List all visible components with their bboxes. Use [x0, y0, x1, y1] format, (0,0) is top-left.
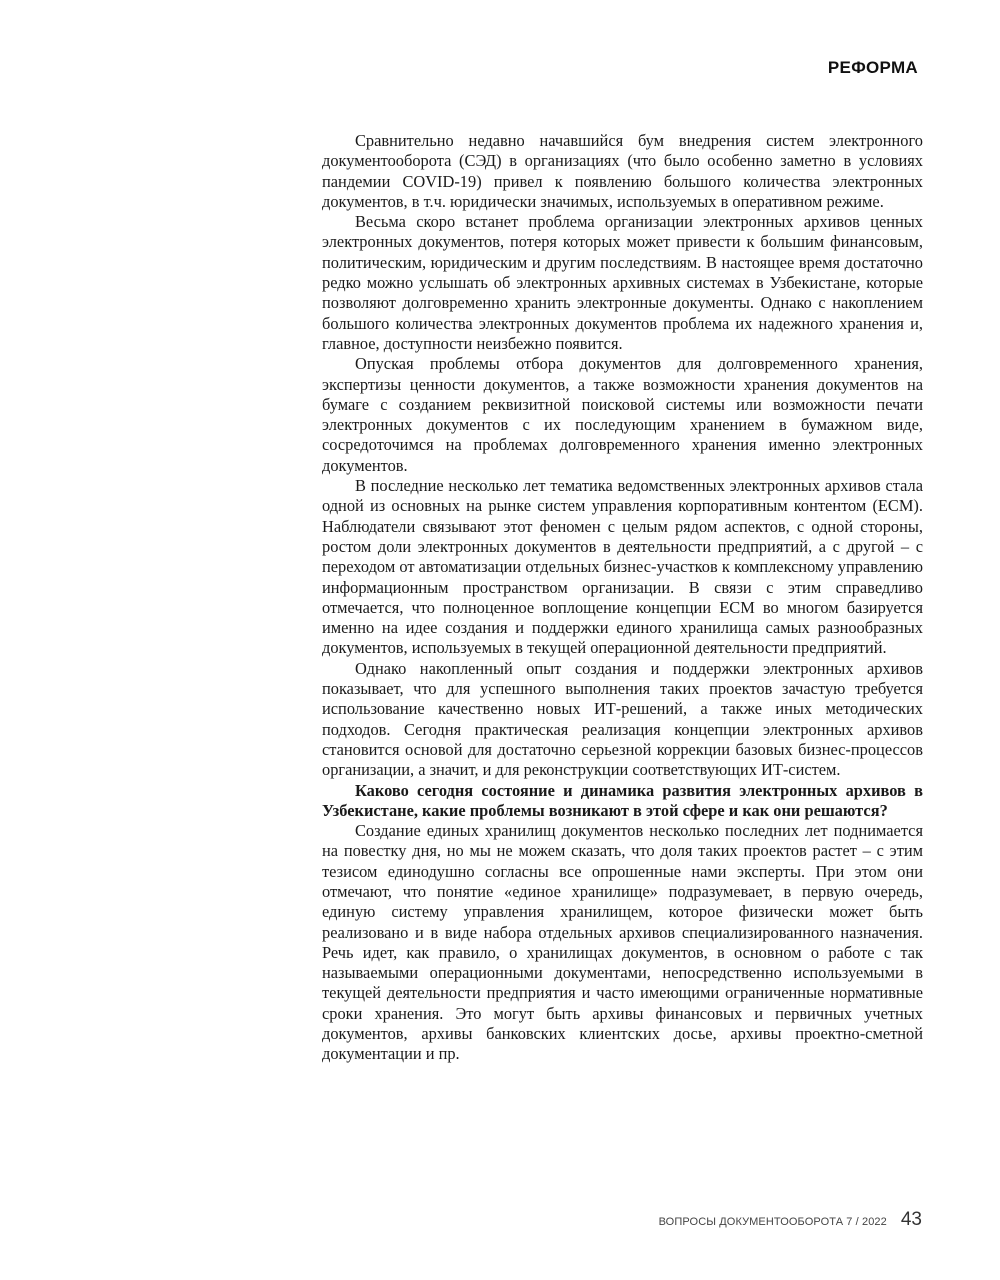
page-footer [659, 1209, 922, 1231]
interview-question: Каково сегодня состояние и динамика развития электронных архивов в Узбекистане, какие проблемы возникают в этой сфере и как они решаются? [322, 780, 923, 820]
paragraph: Создание единых хранилищ документов несколько последних лет поднимается на повестку дня, но мы не можем сказать, что доля таких проектов растет – с этим тезисом единодушно согласны все опрошенные нами эксперты. При этом они отмечают, что понятие «единое хранилище» подразумевает, в первую очередь, единую систему управления хранилищем, которое физически может быть реализовано и в виде набора отдельных архивов специализированного назначения. Речь идет, как правило, о хранилищах документов, в основном о работе с так называемыми операционными документами, непосредственно используемыми в текущей деятельности предприятия и часто имеющими ограниченные нормативные сроки хранения. Это могут быть архивы финансовых и первичных учетных документов, архивы банковских клиентских досье, архивы проектно-сметной документации и пр. [322, 821, 923, 1064]
paragraph: Весьма скоро встанет проблема организации электронных архивов ценных электронных документов, потеря которых может привести к большим финансовым, политическим, юридическим и другим последствиям. В настоящее время достаточно редко можно услышать об электронных архивных системах в Узбекистане, которые позволяют долговременно хранить электронные документы. Однако с накоплением большого количества электронных документов проблема их надежного хранения и, главное, доступности неизбежно появится. [322, 212, 923, 353]
paragraph: В последние несколько лет тематика ведомственных электронных архивов стала одной из основных на рынке систем управления корпоративным контентом (ECM). Наблюдатели связывают этот феномен с целым рядом аспектов, с одной стороны, ростом доли электронных документов в деятельности предприятий, а с другой – с переходом от автоматизации отдельных бизнес-участков к комплексному управлению информационным пространством организации. В связи с этим справедливо отмечается, что полноценное воплощение концепции ECM во многом базируется именно на идее создания и поддержки единого хранилища самых разнообразных документов, используемых в текущей операционной деятельности предприятий. [322, 476, 923, 658]
paragraph: Опуская проблемы отбора документов для долговременного хранения, экспертизы ценности документов, а также возможности хранения документов на бумаге с созданием реквизитной поисковой системы или возможности печати электронных документов с их последующим хранением в бумажном виде, сосредоточимся на проблемах долговременного хранения именно электронных документов. [322, 354, 923, 475]
section-label: РЕФОРМА [827, 58, 918, 77]
journal-title: ВОПРОСЫ ДОКУМЕНТООБОРОТА 7 / 2022 [658, 1216, 887, 1228]
paragraph: Сравнительно недавно начавшийся бум внедрения систем электронного документооборота (СЭД) в организациях (что было особенно заметно в условиях пандемии COVID-19) привел к появлению большого количества электронных документов, в т.ч. юридически значимых, используемых в оперативном режиме. [322, 131, 923, 211]
article-body [322, 131, 923, 1065]
page-number: 43 [900, 1209, 922, 1230]
paragraph: Однако накопленный опыт создания и поддержки электронных архивов показывает, что для успешного выполнения таких проектов зачастую требуется использование качественно новых ИТ-решений, а также иных методических подходов. Сегодня практическая реализация концепции электронных архивов становится основой для достаточно серьезной коррекции базовых бизнес-процессов организации, а значит, и для реконструкции соответствующих ИТ-систем. [322, 658, 923, 780]
